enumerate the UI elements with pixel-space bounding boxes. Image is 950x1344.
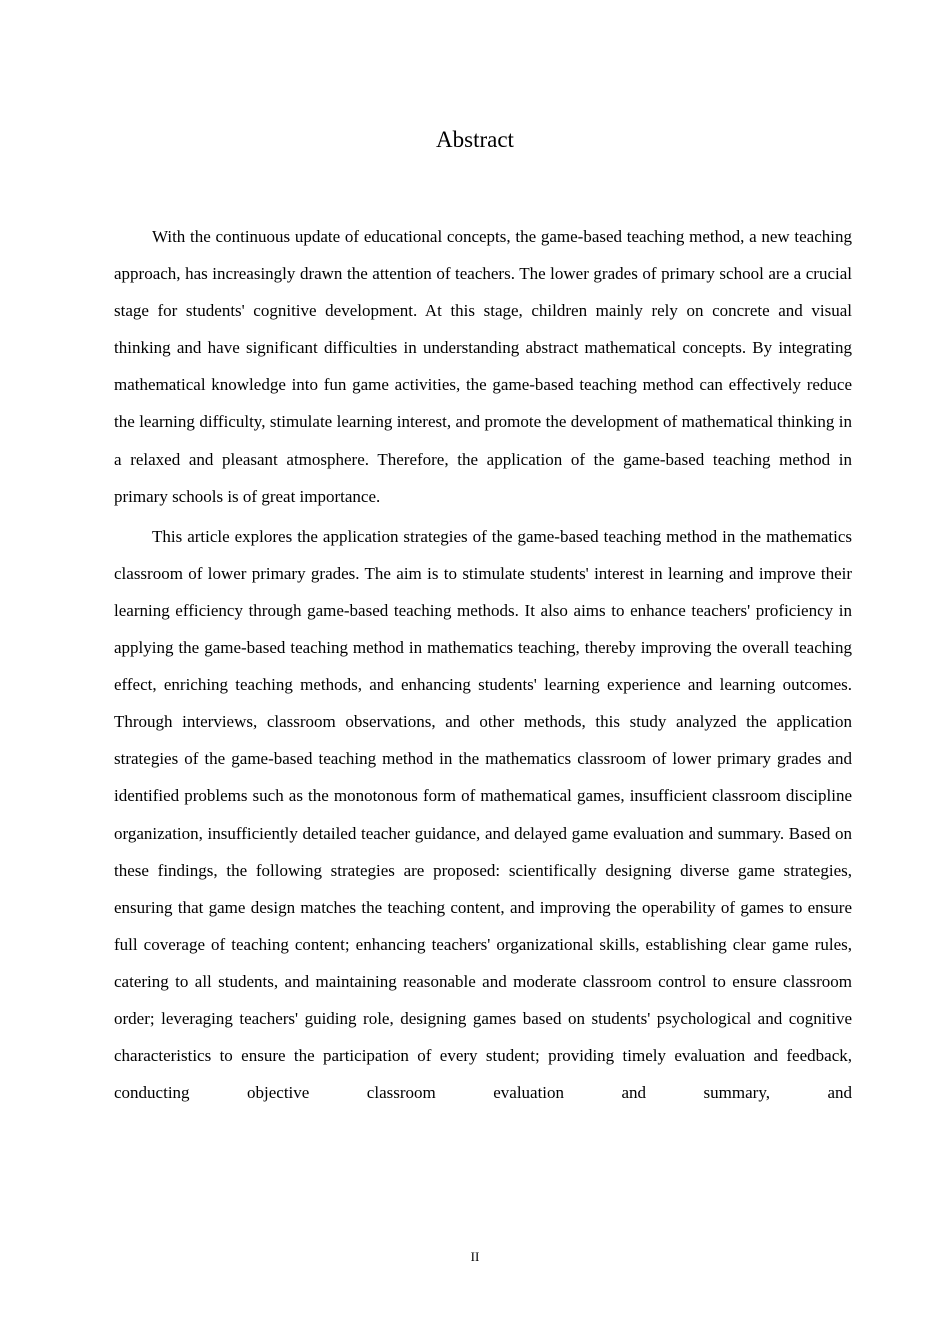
- abstract-paragraph-1: With the continuous update of educational concepts, the game-based teaching method, a new teaching approach, has increasingly drawn the attention of teachers. The lower grades of primary school are a crucial stage for students' cognitive development. At this stage, children mainly rely on concrete and visual thinking and have significant difficulties in understanding abstract mathematical concepts. By integrating mathematical knowledge into fun game activities, the game-based teaching method can effectively reduce the learning difficulty, stimulate learning interest, and promote the development of mathematical thinking in a relaxed and pleasant atmosphere. Therefore, the application of the game-based teaching method in primary schools is of great importance.: [114, 227, 852, 506]
- abstract-paragraph-2: This article explores the application strategies of the game-based teaching method in the mathematics classroom of lower primary grades. The aim is to stimulate students' interest in learning and improve their learning efficiency through game-based teaching methods. It also aims to enhance teachers' proficiency in applying the game-based teaching method in mathematics teaching, thereby improving the overall teaching effect, enriching teaching methods, and enhancing students' learning experience and learning outcomes. Through interviews, classroom observations, and other methods, this study analyzed the application strategies of the game-based teaching method in the mathematics classroom of lower primary grades and identified problems such as the monotonous form of mathematical games, insufficient classroom discipline organization, insufficiently detailed teacher guidance, and delayed game evaluation and summary. Based on these findings, the following strategies are proposed: scientifically designing diverse game strategies, ensuring that game design matches the teaching content, and improving the operability of games to ensure full coverage of teaching content; enhancing teachers' organizational skills, establishing clear game rules, catering to all students, and maintaining reasonable and moderate classroom control to ensure classroom order; leveraging teachers' guiding role, designing games based on students' psychological and cognitive characteristics to ensure the participation of every student; providing timely evaluation and feedback, conducting objective classroom evaluation and summary, and: [114, 526, 852, 1103]
- page-number: II: [470, 1249, 480, 1264]
- abstract-body: [114, 218, 852, 1114]
- page-title: Abstract: [436, 127, 514, 152]
